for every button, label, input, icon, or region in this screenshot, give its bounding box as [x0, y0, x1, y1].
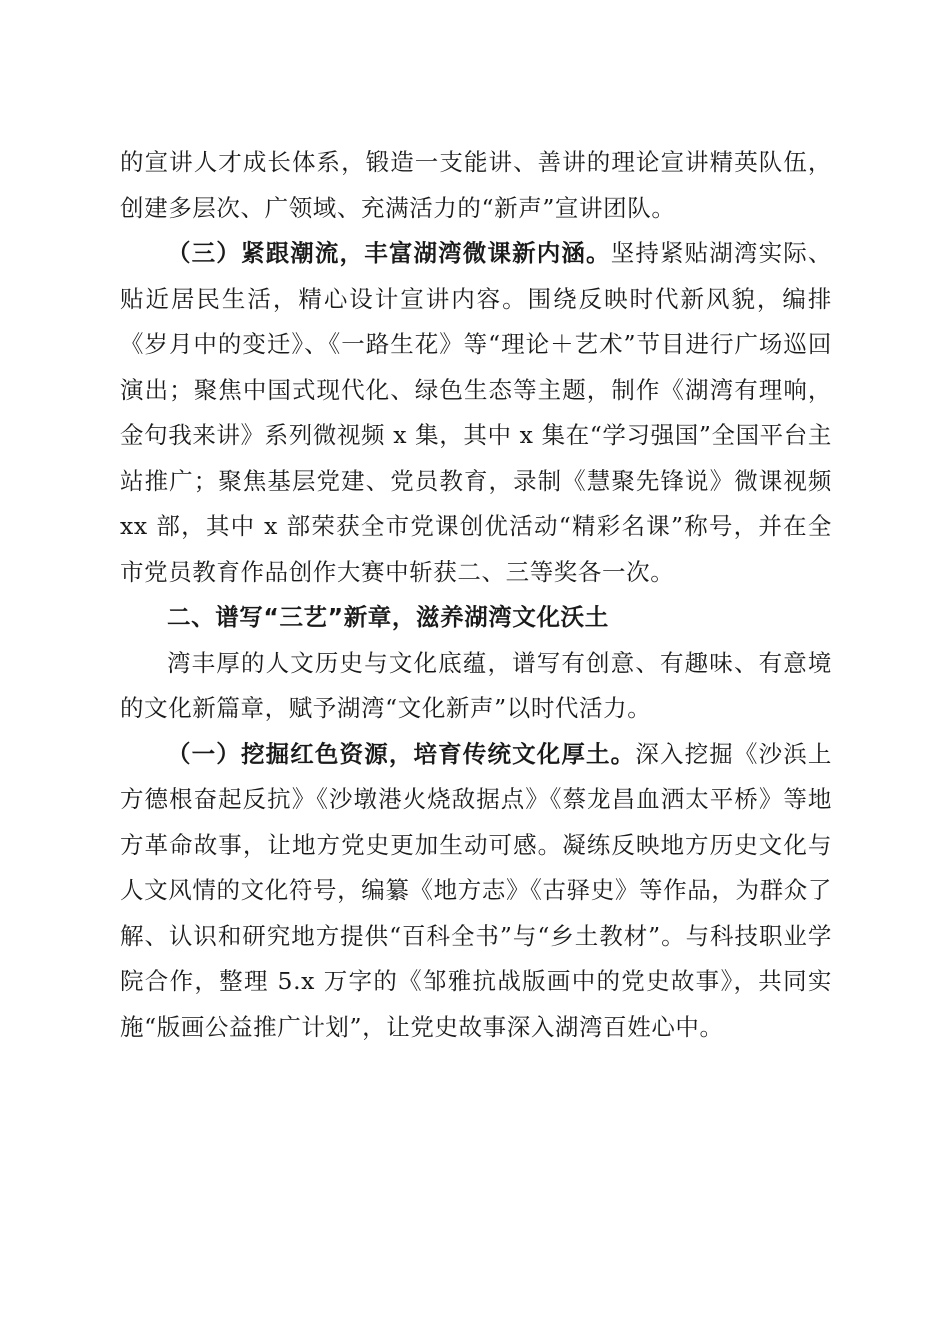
- paragraph-micro-course: [120, 231, 832, 595]
- document-page: [120, 140, 832, 1050]
- paragraph-red-resources: [120, 732, 832, 1051]
- paragraph-text: 深入挖掘《沙浜上方德根奋起反抗》《沙墩港火烧敌据点》《蔡龙昌血洒太平桥》等地方革命故事，让地方党史更加生动可感。凝练反映地方历史文化与人文风情的文化符号，编纂《地方志》《古驿史》等作品，为群众了解、认识和研究地方提供“百科全书”与“乡土教材”。与科技职业学院合作，整理 5.x 万字的《邹雅抗战版画中的党史故事》，共同实施“版画公益推广计划”，让党史故事深入湖湾百姓心中。: [120, 739, 832, 1041]
- paragraph-text: 湾丰厚的人文历史与文化底蕴，谱写有创意、有趣味、有意境的文化新篇章，赋予湖湾“文化新声”以时代活力。: [120, 648, 832, 722]
- paragraph-text: 的宣讲人才成长体系，锻造一支能讲、善讲的理论宣讲精英队伍，创建多层次、广领域、充满活力的“新声”宣讲团队。: [120, 148, 832, 222]
- paragraph-talent-system: [120, 140, 832, 231]
- subsection-title: （一）挖掘红色资源，培育传统文化厚土。: [167, 739, 636, 768]
- section-heading: 二、谱写“三艺”新章，滋养湖湾文化沃土: [167, 603, 609, 631]
- paragraph-culture-intro: [120, 641, 832, 732]
- paragraph-text: 坚持紧贴湖湾实际、贴近居民生活，精心设计宣讲内容。围绕反映时代新风貌，编排《岁月中的变迁》、《一路生花》等“理论＋艺术”节目进行广场巡回演出；聚焦中国式现代化、绿色生态等主题，制作《湖湾有理响，金句我来讲》系列微视频 x 集，其中 x 集在“学习强国”全国平台主站推广；聚焦基层党建、党员教育，录制《慧聚先锋说》微课视频 xx 部，其中 x 部荣获全市党课创优活动“精彩名课”称号，并在全市党员教育作品创作大赛中斩获二、三等奖各一次。: [120, 239, 832, 586]
- subsection-title: （三）紧跟潮流，丰富湖湾微课新内涵。: [167, 239, 611, 267]
